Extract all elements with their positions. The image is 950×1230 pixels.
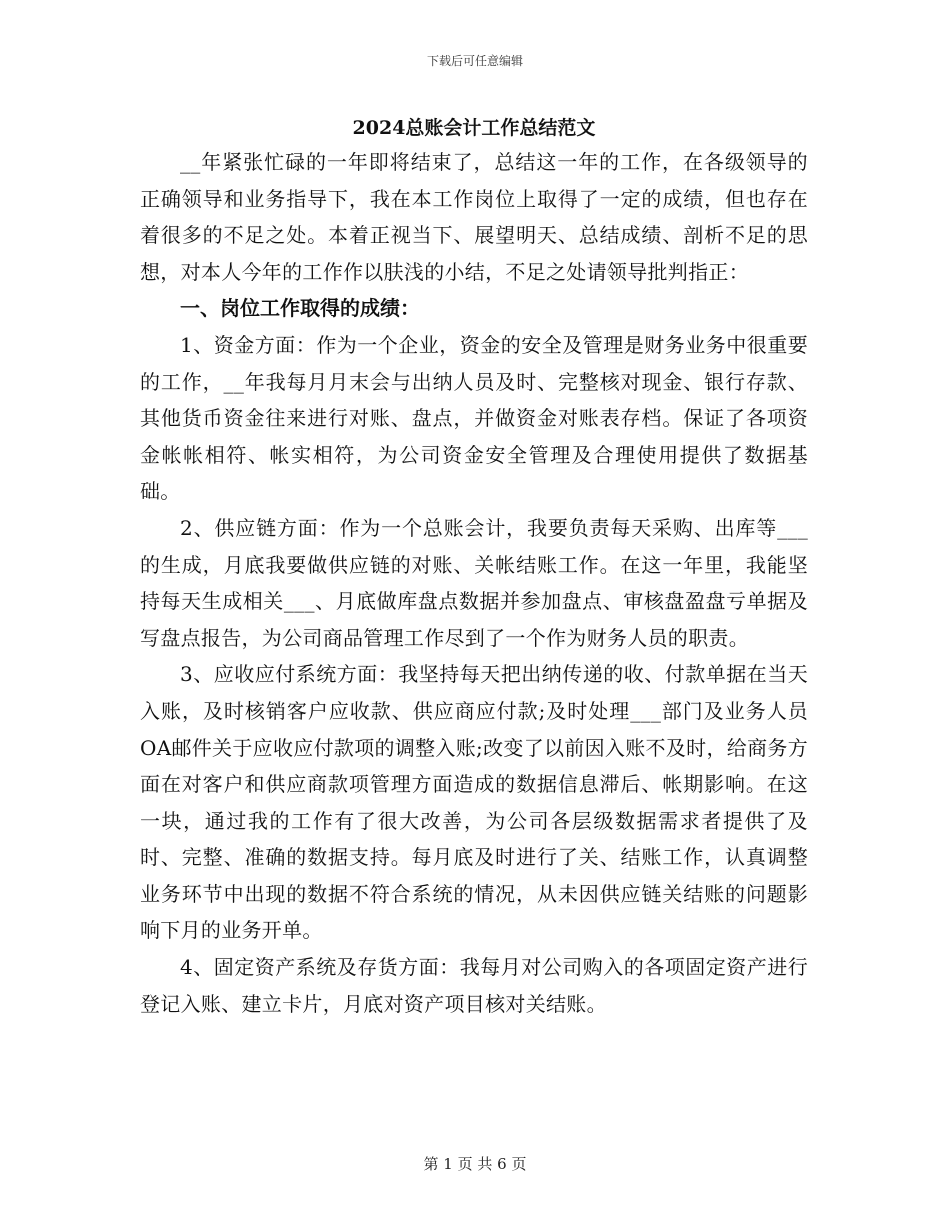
document-body bbox=[140, 114, 808, 1022]
document-title: 2024总账会计工作总结范文 bbox=[352, 117, 596, 139]
item-receivables-payables: 3、应收应付系统方面：我坚持每天把出纳传递的收、付款单据在当天入账，及时核销客户应收款、供应商应付款;及时处理___部门及业务人员OA邮件关于应收应付款项的调整入账;改变了以前因入账不及时，给商务方面在对客户和供应商款项管理方面造成的数据信息滞后、帐期影响。在这一块，通过我的工作有了很大改善，为公司各层级数据需求者提供了及时、完整、准确的数据支持。每月底及时进行了关、结账工作，认真调整业务环节中出现的数据不符合系统的情况，从未因供应链关结账的问题影响下月的业务开单。 bbox=[140, 662, 808, 943]
item-fixed-assets: 4、固定资产系统及存货方面：我每月对公司购入的各项固定资产进行登记入账、建立卡片，月底对资产项目核对关结账。 bbox=[140, 955, 808, 1016]
item-supply-chain: 2、供应链方面：作为一个总账会计，我要负责每天采购、出库等___的生成，月底我要做供应链的对账、关帐结账工作。在这一年里，我能坚持每天生成相关___、月底做库盘点数据并参加盘点、审核盘盈盘亏单据及写盘点报告，为公司商品管理工作尽到了一个作为财务人员的职责。 bbox=[140, 515, 808, 650]
intro-paragraph: __年紧张忙碌的一年即将结束了，总结这一年的工作，在各级领导的正确领导和业务指导下，我在本工作岗位上取得了一定的成绩，但也存在着很多的不足之处。本着正视当下、展望明天、总结成绩、剖析不足的思想，对本人今年的工作作以肤浅的小结，不足之处请领导批判指正： bbox=[140, 150, 808, 284]
section-heading-achievements: 一、岗位工作取得的成绩： bbox=[180, 296, 420, 321]
header-note: 下载后可任意编辑 bbox=[426, 54, 523, 68]
item-funds: 1、资金方面：作为一个企业，资金的安全及管理是财务业务中很重要的工作，__年我每月月末会与出纳人员及时、完整核对现金、银行存款、其他货币资金往来进行对账、盘点，并做资金对账表存档。保证了各项资金帐帐相符、帐实相符，为公司资金安全管理及合理使用提供了数据基础。 bbox=[140, 332, 808, 504]
page-indicator: 第 1 页 共 6 页 bbox=[423, 1155, 527, 1173]
